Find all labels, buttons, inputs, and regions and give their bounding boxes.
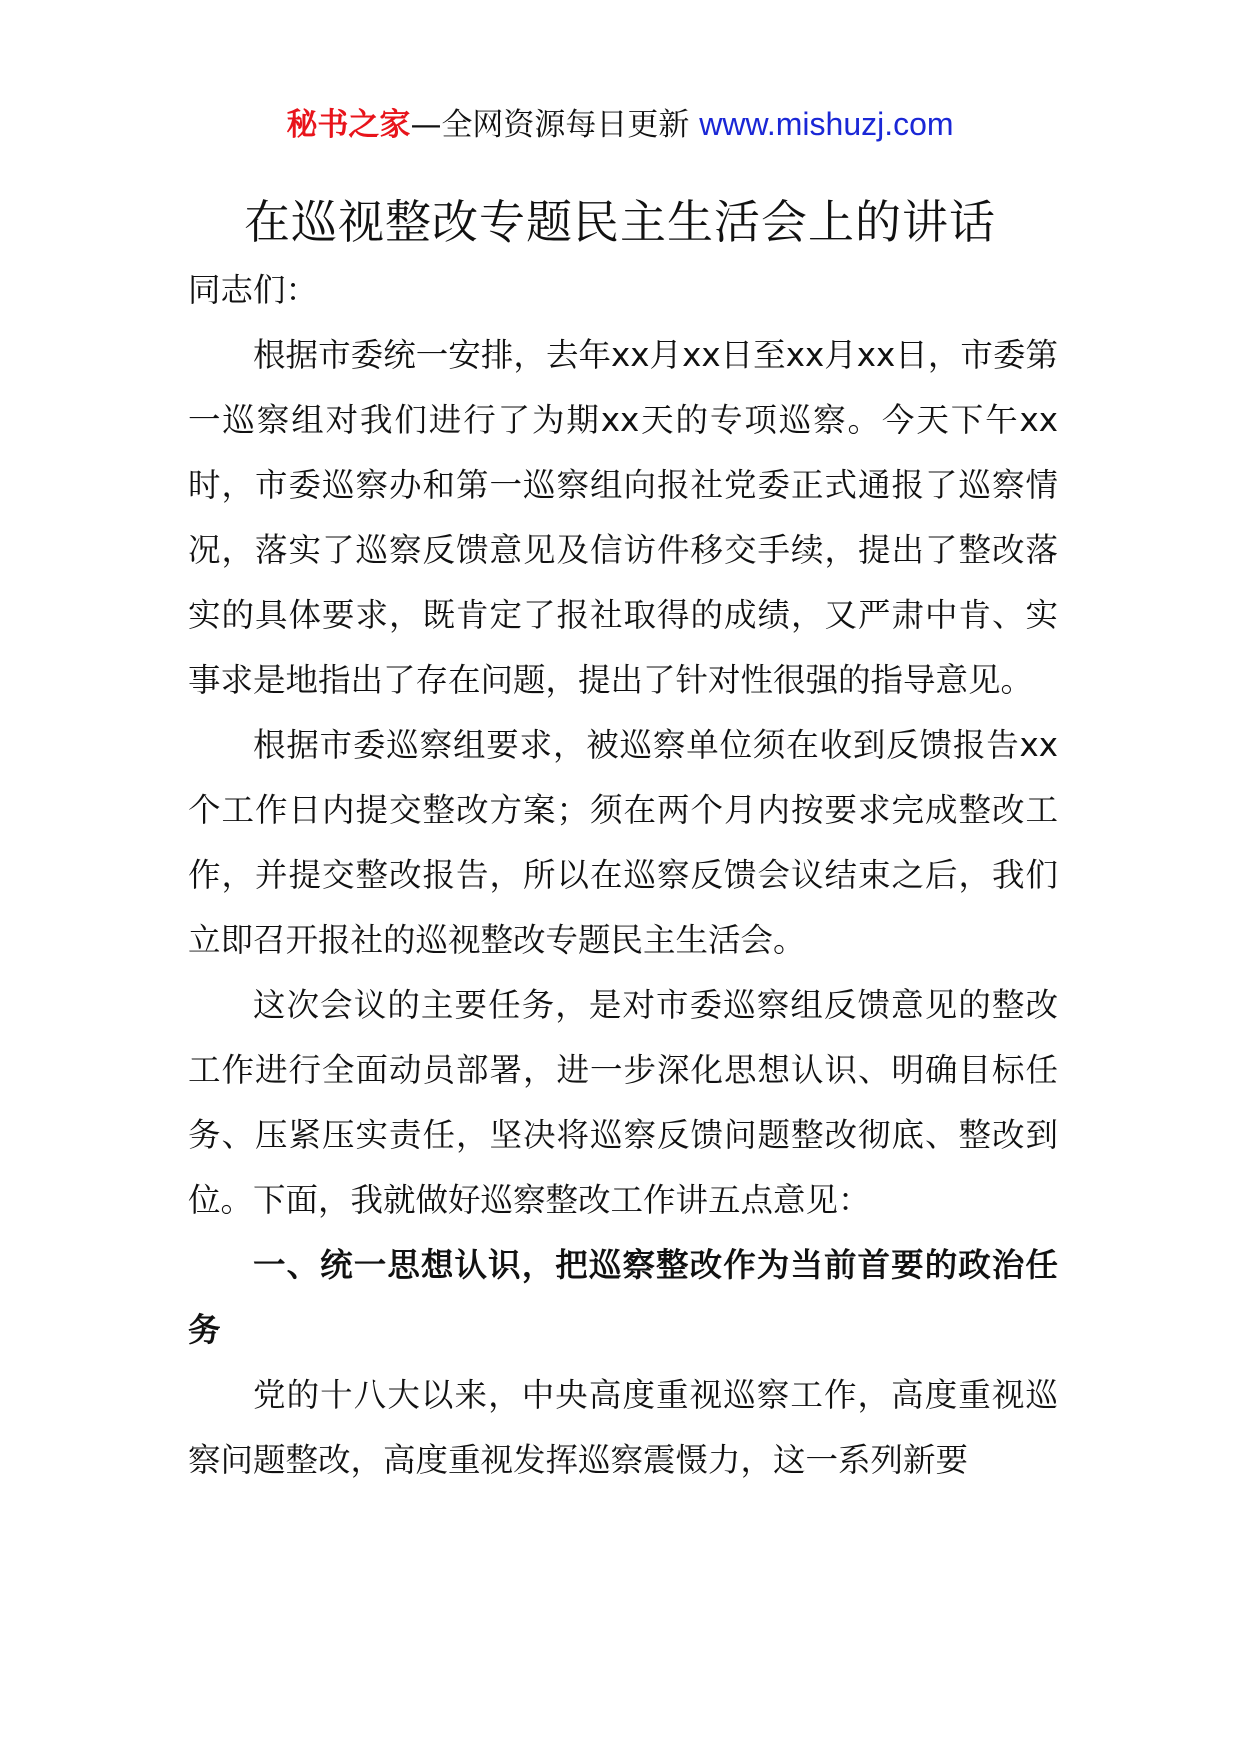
header-tagline: —全网资源每日更新	[410, 107, 690, 143]
paragraph-1: 根据市委统一安排，去年xx月xx日至xx月xx日，市委第一巡察组对我们进行了为期xx天的专项巡察。今天下午xx时，市委巡察办和第一巡察组向报社党委正式通报了巡察情况，落实了巡察反馈意见及信访件移交手续，提出了整改落实的具体要求，既肯定了报社取得的成绩，又严肃中肯、实事求是地指出了存在问题，提出了针对性很强的指导意见。	[188, 336, 1058, 699]
salutation: 同志们：	[188, 271, 319, 309]
paragraph-2: 根据市委巡察组要求，被巡察单位须在收到反馈报告xx个工作日内提交整改方案；须在两个月内按要求完成整改工作，并提交整改报告，所以在巡察反馈会议结束之后，我们立即召开报社的巡视整改专题民主生活会。	[188, 726, 1058, 959]
site-header	[0, 100, 1240, 149]
brand-name: 秘书之家	[286, 107, 411, 143]
site-url-link[interactable]: www.mishuzj.com	[699, 106, 954, 142]
section-paragraph-1: 党的十八大以来，中央高度重视巡察工作，高度重视巡察问题整改，高度重视发挥巡察震慑力，这一系列新要	[188, 1376, 1058, 1479]
section-heading-1: 一、统一思想认识，把巡察整改作为当前首要的政治任务	[188, 1246, 1058, 1349]
paragraph-3: 这次会议的主要任务，是对市委巡察组反馈意见的整改工作进行全面动员部署，进一步深化思想认识、明确目标任务、压紧压实责任，坚决将巡察反馈问题整改彻底、整改到位。下面，我就做好巡察整改工作讲五点意见：	[188, 986, 1058, 1219]
document-title: 在巡视整改专题民主生活会上的讲话	[244, 195, 996, 249]
document-body	[188, 258, 1058, 1493]
